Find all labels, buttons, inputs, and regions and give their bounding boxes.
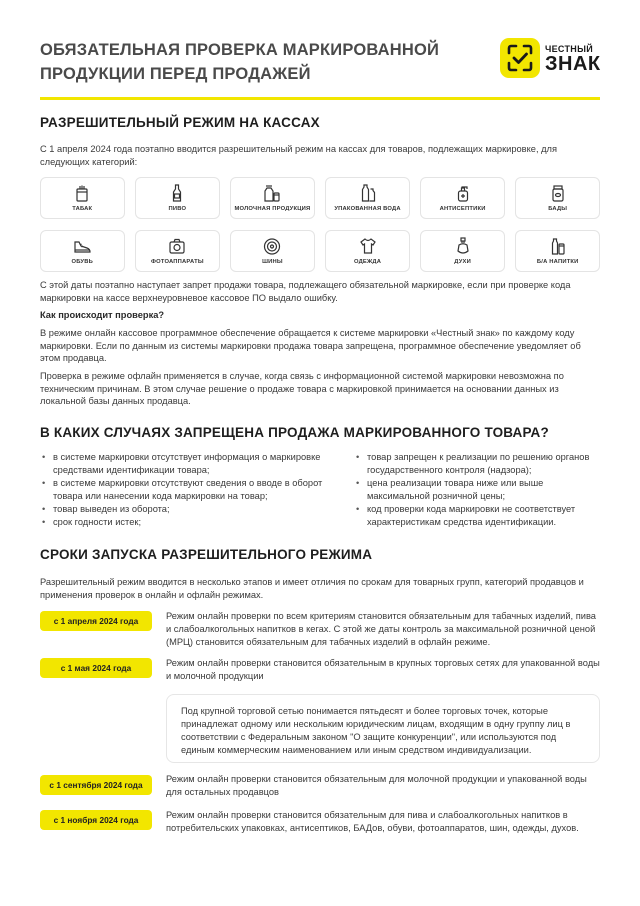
category-label: АНТИСЕПТИКИ [439, 206, 486, 212]
logo-text-top: ЧЕСТНЫЙ [545, 44, 593, 54]
category-label: ФОТОАППАРАТЫ [150, 259, 204, 265]
clothing-icon [358, 236, 378, 256]
category-label: ТАБАК [72, 206, 93, 212]
soft-drinks-icon [548, 236, 568, 256]
brand-logo [500, 38, 600, 82]
category-label: ДУХИ [454, 259, 471, 265]
beer-icon [167, 183, 187, 203]
stage-text: Режим онлайн проверки становится обязательным для пива и слабоалкогольных напитков в потребительских упаковках, антисептиков, БАДов, обуви, фотоаппаратов, шин, одежды, духов. [166, 810, 579, 833]
category-clothing [325, 230, 410, 272]
section-title-cash-mode: РАЗРЕШИТЕЛЬНЫЙ РЕЖИМ НА КАССАХ [40, 115, 320, 130]
category-soft-drinks [515, 230, 600, 272]
category-shoes [40, 230, 125, 272]
category-dairy [230, 177, 315, 219]
category-label: ОДЕЖДА [353, 259, 382, 265]
perfume-icon [453, 236, 473, 256]
header [40, 38, 600, 98]
list-item: • товар запрещен к реализации по решению органов государственного контроля (надзора); [354, 451, 600, 477]
logo-text-bottom: ЗНАК [545, 53, 601, 75]
list-item: • товар выведен из оборота; [40, 503, 330, 516]
page-title-line-1: ОБЯЗАТЕЛЬНАЯ ПРОВЕРКА МАРКИРОВАННОЙ [40, 41, 440, 59]
category-label: БАДЫ [548, 206, 568, 212]
category-supplements [515, 177, 600, 219]
list-item: • цена реализации товара ниже или выше максимальной розничной цены; [354, 477, 600, 503]
category-label: ШИНЫ [262, 259, 283, 265]
ban-explanation: С этой даты поэтапно наступает запрет продажи товара, подлежащего обязательной маркировке, если при проверке кода маркировки на кассе верхнеуровневое кассовое ПО выдало ошибку. [40, 280, 571, 303]
category-label: МОЛОЧНАЯ ПРОДУКЦИЯ [234, 206, 311, 212]
date-badge: с 1 ноября 2024 года [40, 810, 152, 830]
header-divider [40, 97, 600, 100]
category-tires [230, 230, 315, 272]
section-title-timeline: СРОКИ ЗАПУСКА РАЗРЕШИТЕЛЬНОГО РЕЖИМА [40, 547, 373, 562]
list-item: • код проверки кода маркировки не соответствует характеристикам средства идентификации. [354, 503, 600, 529]
logo-check-icon [500, 38, 540, 78]
category-beer [135, 177, 220, 219]
category-label: ПИВО [168, 206, 187, 212]
category-water [325, 177, 410, 219]
stage-text: Режим онлайн проверки по всем критериям становится обязательным для табачных изделий, пива и слабоалкогольных напитков в кегах. С этой же даты контроль за максимальной розничной ценой (МРЦ) становится обязательным для табачных изделий в офлайн режиме. [166, 611, 596, 647]
supplements-icon [548, 183, 568, 203]
camera-icon [167, 236, 187, 256]
tobacco-icon [72, 183, 92, 203]
list-item: • в системе маркировки отсутствуют сведения о вводе в оборот товара или нанесении кода маркировки на товар; [40, 477, 330, 503]
large-chain-note: Под крупной торговой сетью понимается пятьдесят и более торговых точек, которые принадлежат одному или нескольким юридическим лицам, входящим в одну группу лиц в соответствии с Федеральным законом "О защите конкуренции", или используются под единым коммерческим наименованием или иным средством индивидуализации. [166, 694, 600, 763]
dairy-icon [262, 183, 282, 203]
antiseptic-icon [453, 183, 473, 203]
category-label: ОБУВЬ [71, 259, 93, 265]
section-title-ban-cases: В КАКИХ СЛУЧАЯХ ЗАПРЕЩЕНА ПРОДАЖА МАРКИРОВАННОГО ТОВАРА? [40, 425, 549, 440]
stage-text: Режим онлайн проверки становится обязательным для молочной продукции и упакованной воды для остальных продавцов [166, 774, 587, 797]
category-grid [40, 177, 600, 272]
category-antiseptics [420, 177, 505, 219]
how-check-heading: Как происходит проверка? [40, 310, 165, 320]
ban-cases-right-list [354, 451, 600, 529]
category-perfume [420, 230, 505, 272]
timeline-intro: Разрешительный режим вводится в несколько этапов и имеет отличия по срокам для товарных групп, категорий продавцов и применения проверок в онлайн и офлайн режимах. [40, 577, 584, 600]
section1-intro: С 1 апреля 2024 года поэтапно вводится разрешительный режим на кассах для товаров, подлежащих маркировке, для следующих категорий: [40, 144, 557, 167]
ban-cases-left-list [40, 451, 330, 529]
water-icon [358, 183, 378, 203]
date-badge: с 1 апреля 2024 года [40, 611, 152, 631]
online-check-text: В режиме онлайн кассовое программное обеспечение обращается к системе маркировки «Честный знак» по каждому коду маркировки. Если по данным из системы маркировки продажа товара запрещена, программное обеспечение уведомляет об этом продавца. [40, 328, 581, 364]
list-item: • в системе маркировки отсутствует информация о маркировке средствами идентификации товара; [40, 451, 330, 477]
category-tobacco [40, 177, 125, 219]
page-title-line-2: ПРОДУКЦИИ ПЕРЕД ПРОДАЖЕЙ [40, 65, 311, 83]
category-cameras [135, 230, 220, 272]
category-label: Б/А НАПИТКИ [536, 259, 579, 265]
category-label: УПАКОВАННАЯ ВОДА [334, 206, 401, 212]
date-badge: с 1 мая 2024 года [40, 658, 152, 678]
shoes-icon [72, 236, 92, 256]
tire-icon [262, 236, 282, 256]
offline-check-text: Проверка в режиме офлайн применяется в случае, когда связь с информационной системой маркировки невозможна по техническим причинам. В этом случае решение о продаже товара с маркировкой принимается на основании данных из локальной базы данных продавца. [40, 371, 564, 407]
date-badge: с 1 сентября 2024 года [40, 775, 152, 795]
list-item: • срок годности истек; [40, 516, 330, 529]
stage-text: Режим онлайн проверки становится обязательным в крупных торговых сетях для упакованной воды и молочной продукции [166, 658, 600, 681]
